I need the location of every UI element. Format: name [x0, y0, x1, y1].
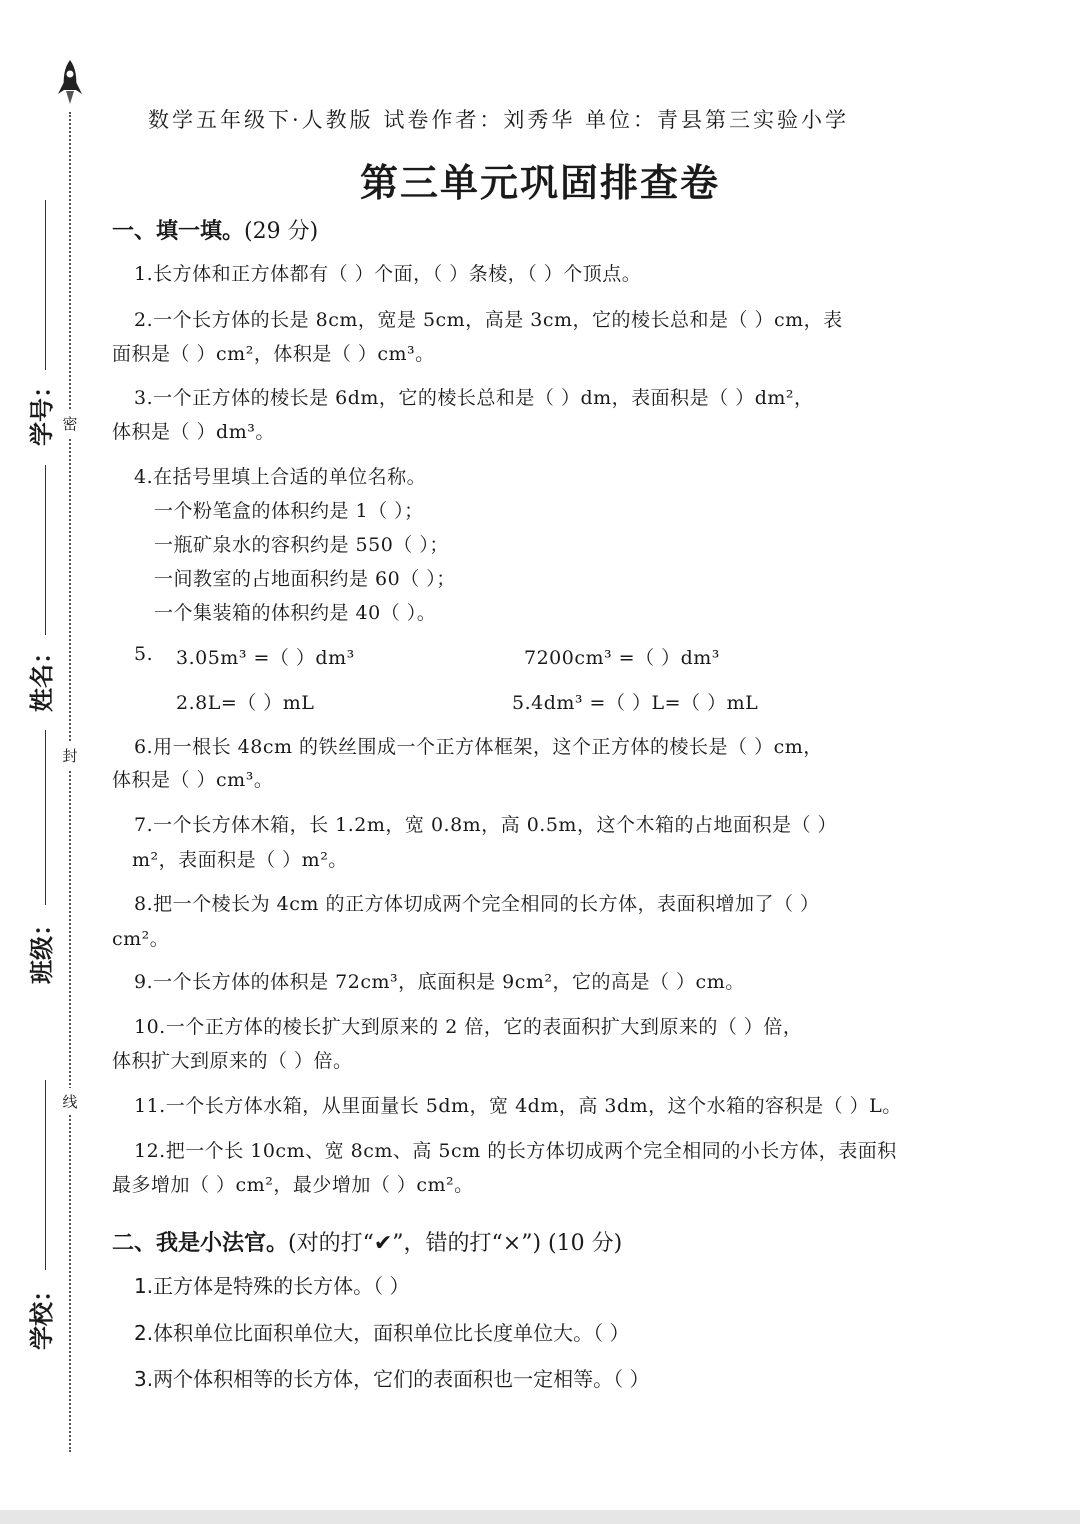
- question-3-line-1: 3.一个正方体的棱长是 6dm，它的棱长总和是（ ）dm，表面积是（ ）dm²，: [134, 387, 814, 409]
- question-4-item-1: 一个粉笔盒的体积约是 1（ ）；: [154, 500, 424, 522]
- question-2-line-2: 面积是（ ）cm²，体积是（ ）cm³。: [112, 343, 435, 365]
- student-id-label: 学号：: [28, 374, 56, 446]
- section-2-heading: [112, 1226, 622, 1257]
- school-underline: [45, 1080, 46, 1270]
- judge-question-1: 1.正方体是特殊的长方体。（ ）: [134, 1274, 410, 1298]
- judge-question-3: 3.两个体积相等的长方体，它们的表面积也一定相等。（ ）: [134, 1367, 650, 1391]
- question-6-line-2: 体积是（ ）cm³。: [112, 769, 274, 791]
- question-1: 1.长方体和正方体都有（ ）个面，（ ）条棱，（ ）个顶点。: [134, 263, 642, 285]
- question-7-line-1: 7.一个长方体木箱，长 1.2m，宽 0.8m，高 0.5m，这个木箱的占地面积是（ ）: [134, 814, 837, 836]
- question-5-number: 5.: [134, 643, 154, 665]
- question-5-conversion-4: 5.4dm³ =（ ）L=（ ）mL: [512, 692, 759, 714]
- section-2-instruction: (对的打“✔”，错的打“×”) (10 分): [288, 1231, 623, 1256]
- name-underline: [45, 465, 46, 635]
- question-4-item-2: 一瓶矿泉水的容积约是 550（ ）；: [154, 534, 449, 556]
- section-1-points: (29 分): [244, 219, 319, 244]
- question-3-line-2: 体积是（ ）dm³。: [112, 421, 275, 443]
- section-1-title: 一、填一填。: [112, 219, 245, 244]
- section-1-heading: [112, 214, 318, 245]
- question-10-line-1: 10.一个正方体的棱长扩大到原来的 2 倍，它的表面积扩大到原来的（ ）倍，: [134, 1016, 803, 1038]
- question-4: 4.在括号里填上合适的单位名称。: [134, 466, 427, 488]
- dotted-binding-line: [69, 112, 71, 1452]
- seal-mi: 密: [60, 410, 80, 437]
- question-11: 11.一个长方体水箱，从里面量长 5dm，宽 4dm，高 3dm，这个水箱的容积是（ ）L。: [134, 1095, 902, 1117]
- rocket-icon: [56, 58, 84, 108]
- question-10-line-2: 体积扩大到原来的（ ）倍。: [112, 1050, 353, 1072]
- seal-feng: 封: [60, 742, 80, 769]
- section-2-title: 二、我是小法官。: [112, 1231, 289, 1256]
- question-5-conversion-2: 7200cm³ =（ ）dm³: [524, 647, 720, 669]
- question-9: 9.一个长方体的体积是 72cm³，底面积是 9cm²，它的高是（ ）cm。: [134, 971, 745, 993]
- student-id-underline: [45, 200, 46, 370]
- exam-meta-line: 数学五年级下·人教版 试卷作者：刘秀华 单位：青县第三实验小学: [148, 108, 850, 132]
- question-7-line-2: m²，表面积是（ ）m²。: [132, 849, 348, 871]
- page-title: 第三单元巩固排查卷: [359, 160, 720, 205]
- question-5-conversion-3: 2.8L=（ ）mL: [176, 692, 315, 714]
- class-label: 班级：: [28, 912, 56, 984]
- judge-question-2: 2.体积单位比面积单位大，面积单位比长度单位大。（ ）: [134, 1321, 630, 1345]
- question-6-line-1: 6.用一根长 48cm 的铁丝围成一个正方体框架，这个正方体的棱长是（ ）cm，: [134, 736, 823, 758]
- question-12-line-1: 12.把一个长 10cm、宽 8cm、高 5cm 的长方体切成两个完全相同的小长方体，表面积: [134, 1140, 897, 1162]
- name-label: 姓名：: [28, 640, 56, 712]
- question-2-line-1: 2.一个长方体的长是 8cm，宽是 5cm，高是 3cm，它的棱长总和是（ ）cm，表: [134, 309, 843, 331]
- school-label: 学校：: [28, 1278, 56, 1350]
- class-underline: [45, 730, 46, 905]
- question-4-item-3: 一间教室的占地面积约是 60（ ）；: [154, 568, 456, 590]
- question-4-item-4: 一个集装箱的体积约是 40（ ）。: [154, 602, 437, 624]
- question-12-line-2: 最多增加（ ）cm²，最少增加（ ）cm²。: [112, 1174, 474, 1196]
- question-5-conversion-1: 3.05m³ =（ ）dm³: [176, 647, 355, 669]
- question-8-line-1: 8.把一个棱长为 4cm 的正方体切成两个完全相同的长方体，表面积增加了（ ）: [134, 893, 820, 915]
- page-bottom-edge: [0, 1510, 1080, 1524]
- question-8-line-2: cm²。: [112, 928, 170, 950]
- seal-xian: 线: [60, 1088, 80, 1115]
